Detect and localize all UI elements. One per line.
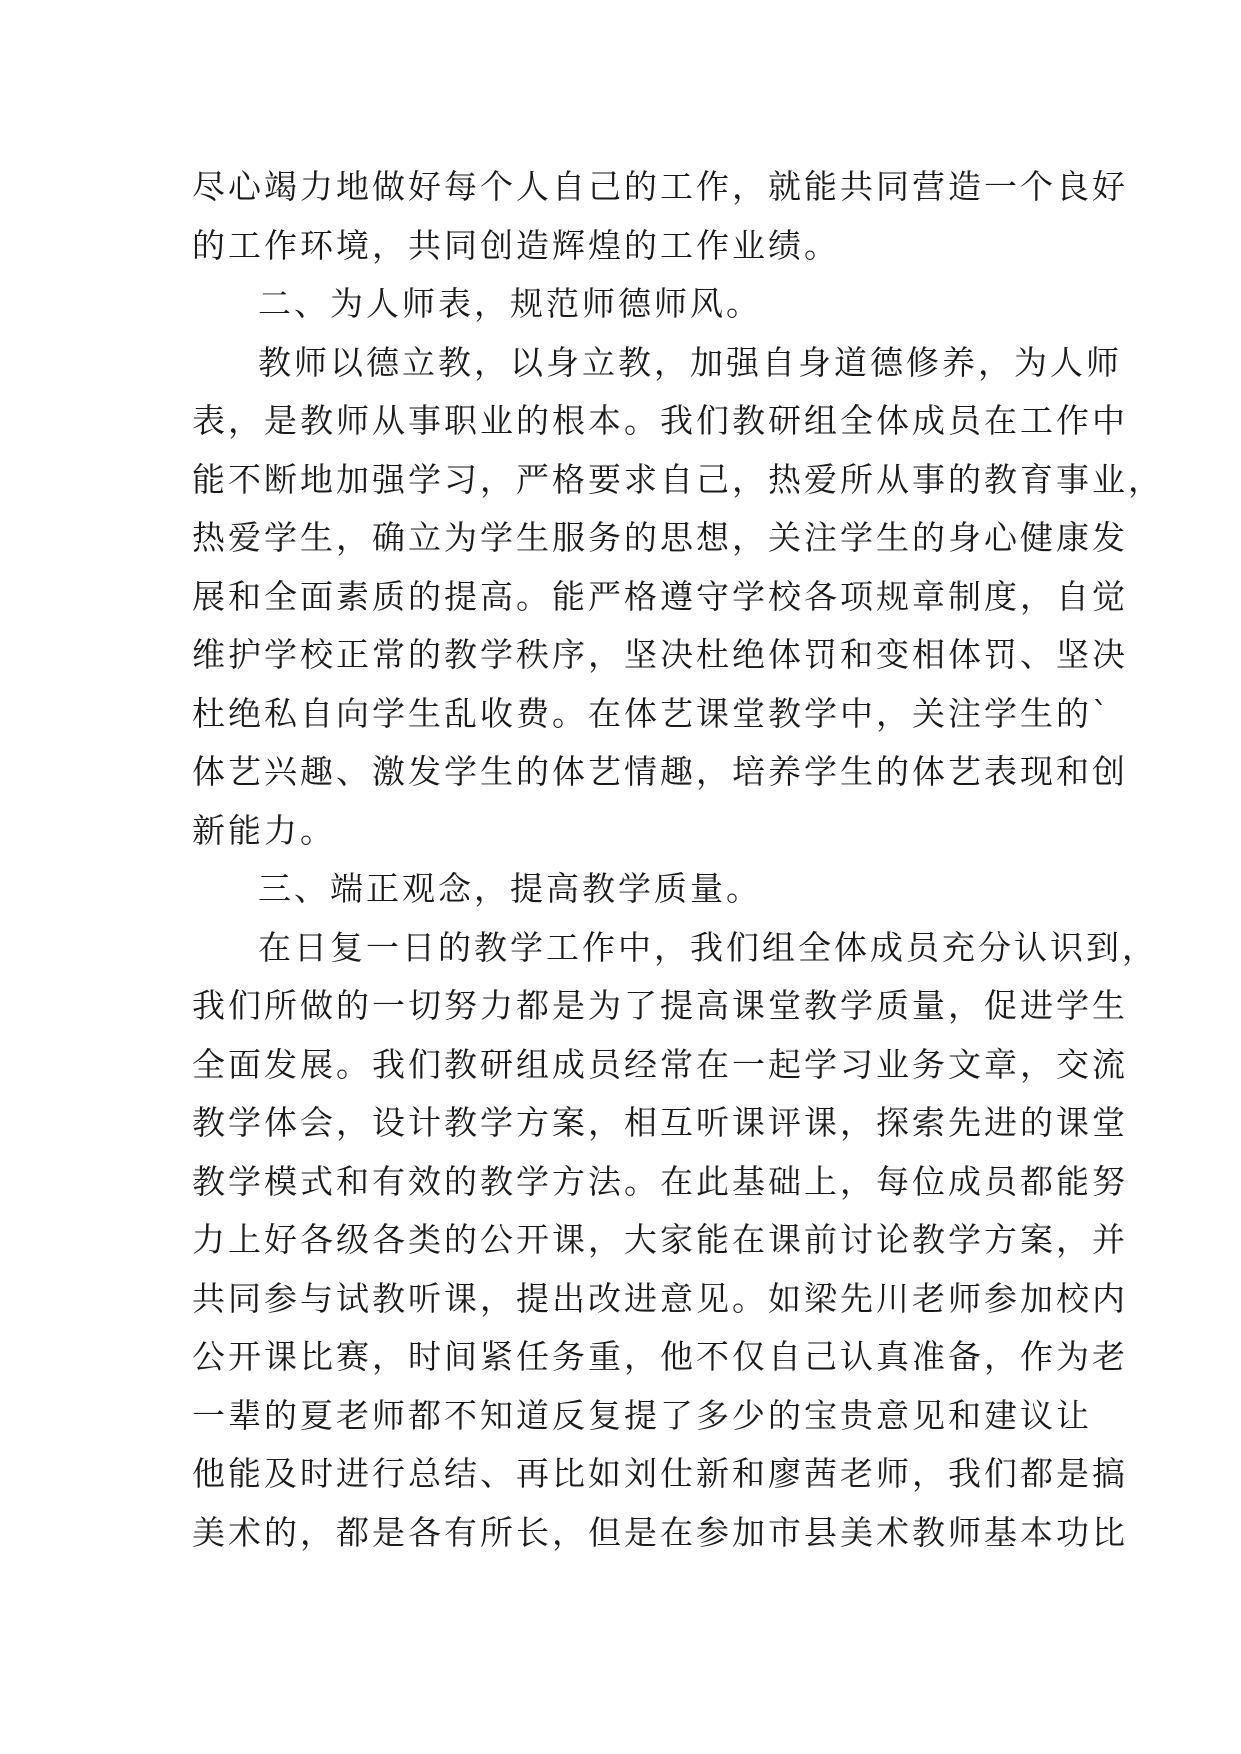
text-line: 力上好各级各类的公开课，大家能在课前讨论教学方案，并 [192,1220,1128,1259]
text-line: 新能力。 [192,810,336,850]
text-line: 表，是教师从事职业的根本。我们教研组全体成员在工作中 [192,401,1128,440]
text-line: 我们所做的一切努力都是为了提高课堂教学质量，促进学生 [192,986,1128,1025]
text-line: 三、端正观念，提高教学质量。 [258,869,762,908]
text-line: 他能及时进行总结、再比如刘仕新和廖茜老师，我们都是搞 [192,1454,1128,1493]
text-line: 全面发展。我们教研组成员经常在一起学习业务文章，交流 [192,1044,1128,1084]
document-body [192,158,1164,1562]
text-line: 能不断地加强学习，严格要求自己，热爱所从事的教育事业， [192,459,1164,499]
text-line: 美术的，都是各有所长，但是在参加市县美术教师基本功比 [192,1512,1128,1552]
text-line: 杜绝私自向学生乱收费。在体艺课堂教学中，关注学生的` [192,693,1112,733]
text-line: 的工作环境，共同创造辉煌的工作业绩。 [192,225,840,265]
text-line: 体艺兴趣、激发学生的体艺情趣，培养学生的体艺表现和创 [192,752,1128,791]
text-line: 在日复一日的教学工作中，我们组全体成员充分认识到， [258,927,1158,967]
text-line: 尽心竭力地做好每个人自己的工作，就能共同营造一个良好 [192,167,1128,206]
text-line: 一辈的夏老师都不知道反复提了多少的宝贵意见和建议让 [192,1395,1092,1435]
text-line: 公开课比赛，时间紧任务重，他不仅自己认真准备，作为老 [192,1337,1128,1376]
text-line: 教师以德立教，以身立教，加强自身道德修养，为人师 [258,342,1122,382]
text-line: 维护学校正常的教学秩序，坚决杜绝体罚和变相体罚、坚决 [192,635,1128,674]
text-line: 教学体会，设计教学方案，相互听课评课，探索先进的课堂 [192,1103,1128,1142]
text-line: 教学模式和有效的教学方法。在此基础上，每位成员都能努 [192,1161,1128,1201]
text-line: 热爱学生，确立为学生服务的思想，关注学生的身心健康发 [192,518,1128,557]
text-line: 共同参与试教听课，提出改进意见。如梁先川老师参加校内 [192,1278,1128,1318]
text-line: 二、为人师表，规范师德师风。 [258,284,762,323]
text-line: 展和全面素质的提高。能严格遵守学校各项规章制度，自觉 [192,576,1128,616]
